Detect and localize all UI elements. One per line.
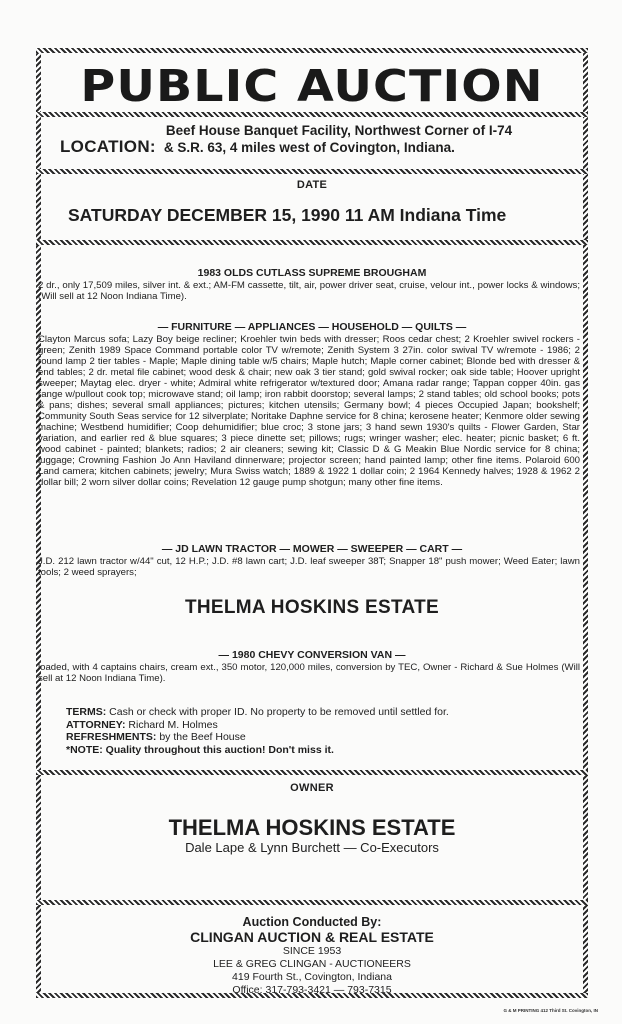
border-left (36, 48, 41, 998)
divider (36, 112, 588, 117)
date-value-wrap (42, 204, 582, 226)
terms-section (42, 706, 582, 756)
furniture-description: Clayton Marcus sofa; Lazy Boy beige recliner; Kroehler twin beds with dresser; Roos cedar chest; 2 Kroehler swivel rockers - green; Zenith 1989 Space Command portable color TV w/remote; Zenith System 3 27in. color swival TV w/remote - 1986; 2 round lamp 2 tier tables - Maple; Maple dining table w/5 chairs; Maple hutch; Maple corner cabinet; Blonde bed with dresser & end tables; 2 dr. metal file cabinet; wood desk & chair; new oak 3 tier stand; gold swival rocker; oak side table; Hoover upright sweeper; Maytag elec. dryer - white; Admiral white refrigerator w/textured door; Amana radar range; Tappan copper 40in. gas range w/pullout cook top; microwave stand; oil lamp; iron rabbit doorstop; several lamps; 2 stand tables; old school books; pots & pans; dishes; several small appliances; pictures; kitchen utensils; Germany bowl; 4 pieces Occupied Japan; bookshelf; Community South Seas service for 12 silverplate; Noritake Daphne service for 8 china; kerosene heater; Kenmore older sewing machine; Westbend humidifier; Coop dehumidifier; blue croc; 3 stone jars; 3 hand sewn 1930's quilts - Flower Garden, Star variation, and earlier red & blue squares; 3 piece dinette set; pillows; rugs; wringer washer; elec. heater; picnic basket; 6 ft. wood cabinet - painted; blankets; radios; 2 air cleaners; sewing kit; Classic D & G Meakin Blue Nordic service for 8 china; luggage; Crowning Fashion Jo Ann Haviland dinnerware; projector screen; hand painted lamp; other fine items. Polaroid 600 Land camera; kitchen cabinets; jewelry; Mura Swiss watch; 1889 & 1922 1 dollar coin; 2 1964 Kennedy halves; 1928 & 1962 2 dollar bill; 2 worn silver dollar coins; Revelation 12 gauge pump shotgun; many other fine items. (38, 334, 580, 488)
car-description: 2 dr., only 17,509 miles, silver int. & ext.; AM-FM cassette, tilt, air, power driver seat, cruise, velour int., power locks & windows; (Will sell at 12 Noon Indiana Time). (38, 280, 580, 302)
owner-label: OWNER (290, 782, 334, 794)
address: 419 Fourth St., Covington, Indiana (232, 971, 392, 983)
auction-company: CLINGAN AUCTION & REAL ESTATE (190, 929, 434, 945)
note: *NOTE: Quality throughout this auction! Don't miss it. (66, 743, 334, 756)
furniture-heading: — FURNITURE — APPLIANCES — HOUSEHOLD — QUILTS — (157, 321, 467, 333)
owner-name-wrap (42, 816, 582, 855)
location-label: LOCATION: (60, 137, 156, 156)
owner-executors: Dale Lape & Lynn Burchett — Co-Executors (185, 840, 439, 855)
page-title: PUBLIC AUCTION (80, 61, 544, 112)
van-heading: — 1980 CHEVY CONVERSION VAN — (218, 649, 406, 661)
location-line-2: & S.R. 63, 4 miles west of Covington, Indiana. (163, 140, 455, 155)
car-section (38, 267, 582, 302)
refreshments-label: REFRESHMENTS: (66, 731, 157, 743)
since: SINCE 1953 (282, 945, 342, 957)
auctioneers: LEE & GREG CLINGAN - AUCTIONEERS (213, 958, 411, 970)
attorney-value: Richard M. Holmes (128, 718, 218, 731)
border-top (36, 48, 588, 53)
divider (36, 900, 588, 905)
divider (36, 240, 588, 245)
date-label: DATE (296, 179, 328, 191)
date-section (42, 179, 582, 191)
van-description: loaded, with 4 captains chairs, cream ext., 350 motor, 120,000 miles, conversion by TEC, Owner - Richard & Sue Holmes (Will sell at 12 Noon Indiana Time). (38, 662, 580, 684)
car-heading: 1983 OLDS CUTLASS SUPREME BROUGHAM (197, 267, 427, 279)
owner-section (42, 782, 582, 794)
conducted-by: Auction Conducted By: (242, 915, 382, 929)
terms-label: TERMS: (66, 706, 107, 718)
tractor-heading: — JD LAWN TRACTOR — MOWER — SWEEPER — CART — (161, 543, 463, 555)
refreshments-value: by the Beef House (159, 731, 246, 743)
attorney-label: ATTORNEY: (66, 718, 126, 731)
location-section (42, 122, 582, 156)
printer-credit: G & M PRINTING 412 Third St. Covington, IN (503, 1008, 598, 1013)
tractor-description: J.D. 212 lawn tractor w/44" cut, 12 H.P.; J.D. #8 lawn cart; J.D. leaf sweeper 38T; Snapper 18" push mower; Weed Eater; lawn tools; 2 weed sprayers; (38, 556, 580, 578)
van-section (38, 649, 582, 684)
phone: Office: 317-793-3421 — 793-7315 (232, 984, 392, 996)
auctioneer-section (42, 915, 582, 997)
owner-name: THELMA HOSKINS ESTATE (168, 815, 456, 840)
estate-banner-section (42, 597, 582, 619)
tractor-section (38, 543, 582, 578)
divider (36, 770, 588, 775)
border-right (583, 48, 588, 998)
terms-value: Cash or check with proper ID. No property to be removed until settled for. (109, 706, 449, 718)
location-line-1: Beef House Banquet Facility, Northwest Corner of I-74 (165, 123, 513, 138)
auction-flyer (36, 48, 588, 998)
date-value: SATURDAY DECEMBER 15, 1990 11 AM Indiana Time (68, 205, 507, 225)
divider (36, 169, 588, 174)
estate-banner: THELMA HOSKINS ESTATE (184, 597, 439, 618)
furniture-section (38, 321, 582, 488)
title-section (42, 62, 582, 112)
